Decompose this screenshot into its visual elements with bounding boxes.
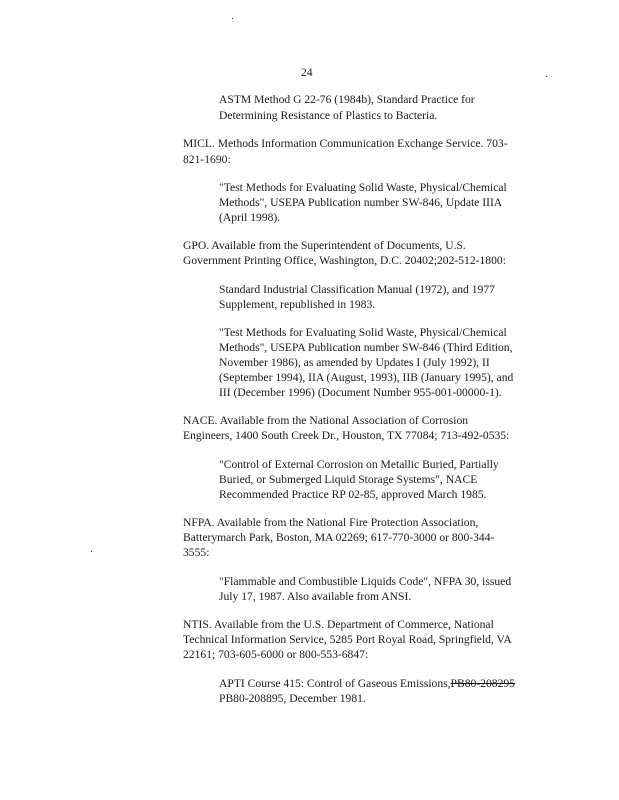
organization-line: NACE. Available from the National Association of Corrosion <box>183 414 469 427</box>
reference-line: Determining Resistance of Plastics to Bacteria. <box>219 109 438 122</box>
scan-speck <box>546 76 547 77</box>
reference-line: "Test Methods for Evaluating Solid Waste, Physical/Chemical <box>219 326 507 339</box>
reference-line: Methods", USEPA Publication number SW-846, Update IIIA <box>219 196 503 209</box>
reference-line: November 1986), as amended by Updates I (July 1992), II <box>219 356 490 369</box>
organization-line: NFPA. Available from the National Fire Protection Association, <box>183 516 479 529</box>
reference-line: PB80-208895, December 1981. <box>219 692 366 705</box>
scan-speck <box>91 551 92 552</box>
reference-line: "Control of External Corrosion on Metallic Buried, Partially <box>219 458 499 471</box>
reference-line: July 17, 1987. Also available from ANSI. <box>219 590 412 603</box>
organization-line: 22161; 703-605-6000 or 800-553-6847: <box>183 648 369 661</box>
reference-line: Recommended Practice RP 02-85, approved March 1985. <box>219 488 487 501</box>
organization-line: 3555: <box>183 546 210 559</box>
reference-line: "Flammable and Combustible Liquids Code", NFPA 30, issued <box>219 575 512 588</box>
struck-through-text: PB80-208295 <box>450 677 515 690</box>
reference-line: Standard Industrial Classification Manual (1972), and 1977 <box>219 283 495 296</box>
reference-line <box>219 677 515 691</box>
reference-line: III (December 1996) (Document Number 955-001-00000-1). <box>219 386 502 399</box>
organization-line: NTIS. Available from the U.S. Department of Commerce, National <box>183 618 494 631</box>
organization-line: Engineers, 1400 South Creek Dr., Houston, TX 77084; 713-492-0535: <box>183 429 510 442</box>
reference-line: "Test Methods for Evaluating Solid Waste, Physical/Chemical <box>219 181 507 194</box>
organization-line: 821-1690: <box>183 153 231 166</box>
organization-line: Batterymarch Park, Boston, MA 02269; 617-770-3000 or 800-344- <box>183 531 495 544</box>
reference-line: Supplement, republished in 1983. <box>219 298 376 311</box>
organization-line: MICL. Methods Information Communication Exchange Service. 703- <box>183 137 508 150</box>
reference-line: Methods", USEPA Publication number SW-846 (Third Edition, <box>219 341 513 354</box>
reference-line: (September 1994), IIA (August, 1993), IIB (January 1995), and <box>219 371 514 384</box>
scan-speck <box>232 18 233 19</box>
organization-line: Technical Information Service, 5285 Port Royal Road, Springfield, VA <box>183 633 512 646</box>
organization-line: Government Printing Office, Washington, D.C. 20402;202-512-1800: <box>183 254 506 267</box>
page-number: 24 <box>301 66 313 79</box>
reference-line: ASTM Method G 22-76 (1984b), Standard Practice for <box>219 93 475 106</box>
reference-line: Buried, or Submerged Liquid Storage Systems", NACE <box>219 473 478 486</box>
reference-line: (April 1998). <box>219 211 281 224</box>
reference-text: APTI Course 415: Control of Gaseous Emissions, <box>219 677 451 690</box>
organization-line: GPO. Available from the Superintendent of Documents, U.S. <box>183 239 466 252</box>
